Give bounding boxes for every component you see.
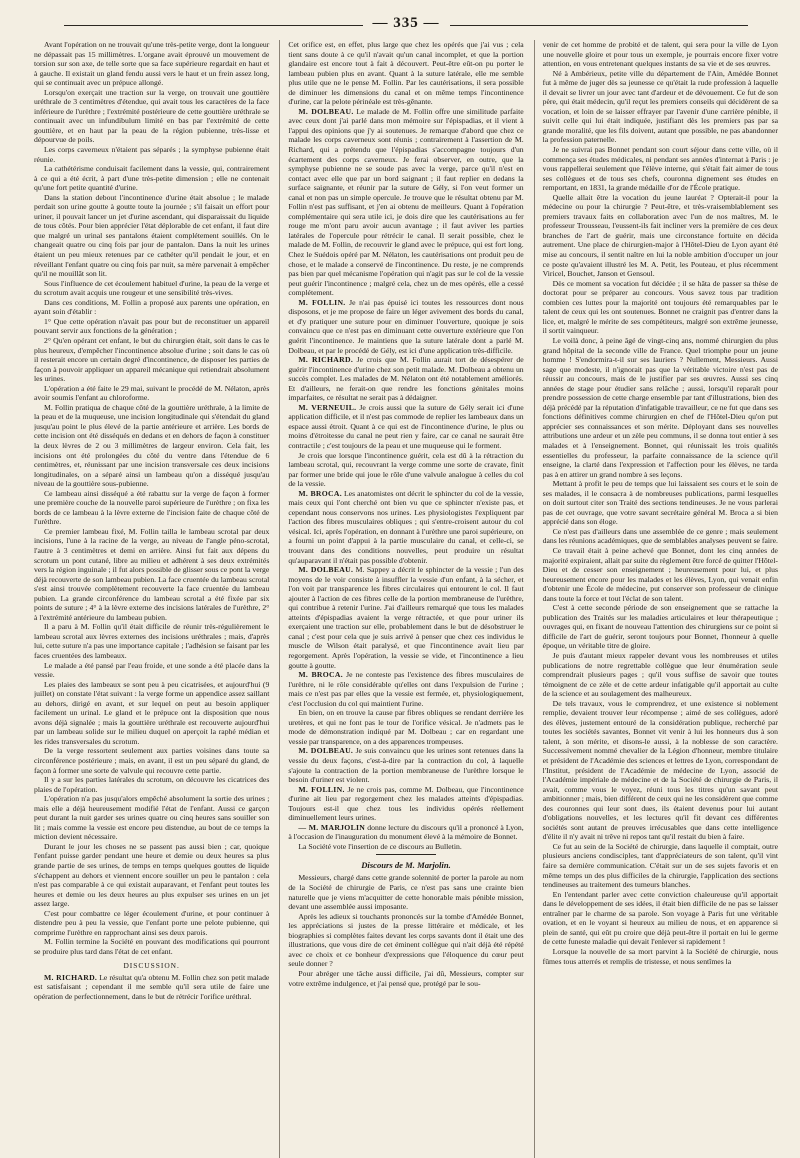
paragraph: Après les adieux si touchants prononcés sur la tombe d'Amédée Bonnet, les appréciations si justes de la presse littéraire et médicale, et les biographies si complètes faites devant les corps savants dont il était une des illustrations, que vous dire de cet éminent collègue qui n'ait déjà été répété avec ce choix et ce bonheur d'expressions que l'éloquence du cœur peut seule donner ?: [288, 911, 524, 969]
paragraph: Je crois que lorsque l'incontinence guérit, cela est dû à la rétraction du lambeau scrotal, qui, recouvrant la verge comme une sorte de cravate, finit par former une bride qui joue le rôle d'une valvule analogue à celles du col de la vessie.: [288, 450, 524, 489]
discussion-entry: [288, 823, 523, 842]
speech-text: Je ne crois pas, comme M. Dolbeau, que l'incontinence d'urine ait lieu par regorgement chez les malades atteints d'épispadias. Toujours est-il que chez tous les individus opérés réellement diminuellement leurs urines.: [288, 784, 524, 823]
discussion-entry: [34, 973, 269, 1002]
paragraph: Ce fut au sein de la Société de chirurgie, dans laquelle il comptait, outre plusieurs anciens condisciples, tant d'appréciateurs de son talent, qu'il vint faire sa dernière communication. C'était sur un de ses sujets favoris et en même temps un des plus difficiles de la chirurgie, l'application des sections tendineuses au traitement des tumeurs blanches.: [542, 841, 778, 890]
discussion-entry: [288, 298, 523, 355]
paragraph: 2° Qu'en opérant cet enfant, le but du chirurgien était, soit dans le cas le plus heureux, d'empêcher l'incontinence absolue d'urine ; soit dans le cas où il resterait encore un certain degré d'incontinence, de disposer les parties de façon à pouvoir appliquer un appareil mécanique qui retiendrait absolument les urines.: [34, 335, 270, 384]
paragraph: M. Follin termine la Société en pouvant des modifications qui pourront se produire plus tard dans l'état de cet enfant.: [34, 937, 270, 956]
discussion-entry: [288, 107, 523, 298]
paragraph: 1° Que cette opération n'avait pas pour but de reconstituer un appareil pouvant servir aux fonctions de la génération ;: [34, 316, 270, 336]
paragraph: Le malade a été pansé par l'eau froide, et une sonde a été placée dans la vessie.: [34, 660, 270, 680]
paragraph: Ce lambeau ainsi disséqué a été rabattu sur la verge de façon à former une première couche de la nouvelle paroi supérieure de l'urèthre ; on fixa les bords de ce lambeau à la lèvre externe de l'incision faite de chaque côté de l'urèthre.: [34, 488, 270, 527]
paragraph: Né à Ambérieux, petite ville du département de l'Ain, Amédée Bonnet fut à même de juger dès sa jeunesse ce qu'était la rude profession à laquelle il devait se livrer un jour avec tant d'ardeur et de dévouement. Ce fut de son père, qui était médecin, qu'il reçut les premiers conseils qui décidèrent de sa vocation, et loin de se laisser effrayer par l'avenir d'une carrière pénible, il suivit celle qui lui était indiquée, justifiant dès les premiers pas par sa grande moralité, que les fils doivent, autant que possible, ne pas abandonner la profession paternelle.: [542, 68, 778, 145]
paragraph: De tels travaux, vous le comprendrez, et une existence si noblement remplie, devaient trouver leur récompense ; aimé de ses collègues, adoré des élèves, justement entouré de la considération publique, recherché par toutes les sociétés savantes, Bonnet vit venir à lui les honneurs dus à son talent, à son mérite, et disons-le aussi, à la noblesse de son caractère. Successivement nommé chevalier de la Légion d'honneur, membre titulaire et président de l'Académie des sciences et lettres de Lyon, correspondant de l'Institut, président de l'Académie de médecine de Lyon, associé de l'Académie impériale de médecine et de la Société de chirurgie de Paris, il avait, comme vous le voyez, réuni tous les titres qu'un savant peut ambitionner ; mais, bien différent de ceux qui ne les considèrent que comme des couronnes qui leur sont dues, ils étaient devenus pour lui autant d'obligations nouvelles, et les lectures qu'il fit devant ces différentes sociétés sont autant de preuves irrécusables que dans cette intelligence d'élite il n'y avait ni trêve ni repos tant qu'il restait du bien à faire.: [542, 698, 778, 842]
speech-text: Les anatomistes ont décrit le sphincter du col de la vessie, mais ceux qui l'ont cherché ont bien vu que ce sphincter n'existe pas, et cependant nous conservons nos urines. Les physiologistes l'expliquent par l'action des fibres musculaires obliques ; qui s'entre-croisent autour du col vésical. Ici, après l'opération, en donnant à l'urèthre une paroi supérieure, on a fourni un point d'appui à la partie musculaire du canal, et celle-ci, se trouvant dans des conditions nouvelles, peut produire un résultat qu'auparavant il n'était pas possible d'obtenir.: [288, 488, 524, 565]
paragraph: Il y a sur les parties latérales du scrotum, on découvre les cicatrices des plaies de l'opération.: [34, 775, 270, 794]
speaker-name: M. FOLLIN.: [298, 784, 345, 794]
title-divider: [376, 854, 436, 855]
paragraph: Je ne suivrai pas Bonnet pendant son court séjour dans cette ville, où il commença ses études médicales, ni pendant ses années d'internat à Paris : je vous rappellerai seulement que l'élève interne, qui s'était fait aimer de tous ses collègues et de tous ses chefs, couronna dignement ses études en remportant, en 1831, la grande médaille d'or de l'École pratique.: [542, 145, 778, 193]
paragraph: Dans la station debout l'incontinence d'urine était absolue ; le malade perdait son urine goutte à goutte toute la journée ; s'il faisait un effort pour uriner, il pouvait lancer un jet d'urine ascendant, qui disparaissait du liquide de tous côtés. Pour bien apprécier l'état déplorable de cet enfant, il faut dire que malgré un urinal ses pantalons étaient complétement souillés. On le changeait quatre ou cinq fois par jour de pantalon. Dans la nuit les urines étaient un peu mieux retenues par ce cathéter qu'il pendait le jour, et en réveillant l'enfant quatre ou cinq fois par nuit, sa mère parvenait à empêcher qu'il ne mouillât son lit.: [34, 192, 270, 279]
paragraph: Durant le jour les choses ne se passent pas aussi bien ; car, quoique l'enfant puisse garder pendant une heure et demie ou deux heures sa plus grande partie de ses urines, de temps en temps quelques gouttes de liquide s'échappent au dehors et viennent encore souiller un peu le pantalon : cela n'est pas comparable à ce qui existait auparavant, et l'enfant peut toutes les heures et demie ou les deux heures au plus expulser ses urines en un jet assez large.: [34, 841, 270, 909]
paragraph: Les plaies des lambeaux se sont peu à peu cicatrisées, et aujourd'hui (9 juillet) on constate l'état suivant : la verge forme un appendice assez saillant au dehors, dirigé en avant, et sur lequel on peut au besoin appliquer facilement un urinal. Le gland et le prépuce ont la disposition que nous avons déjà signalée ; mais la gouttière uréthrale est recouverte aujourd'hui par un lambeau solide sur le milieu duquel on aperçoit la raphé médian et les rides transversales du scrotum.: [34, 679, 270, 746]
paragraph: Je puis d'autant mieux rappeler devant vous les nombreuses et utiles publications de notre regrettable collègue que leur énumération seule comprendrait plusieurs pages ; qu'il vous suffise de savoir que toutes témoignent de ce zèle et de cette ardeur infatigable qu'il apportait au culte de la science et au soulagement des malheureux.: [542, 651, 778, 699]
paragraph: Cet orifice est, en effet, plus large que chez les opérés que j'ai vus ; cela tient sans doute à ce qu'il n'avait qu'un canal incomplet, et que la portion glandaire est encore tout à fait à découvert. Peut-être eût-on pu porter le lambeau pubien plus en avant. Quant à la suture latérale, elle me semble plus utile que ne le pense M. Follin. Par les cautérisations, il sera possible de diminuer les dimensions du canal et on même temps l'incontinence d'urine, car la pelote périnéale est très-gênante.: [288, 40, 524, 107]
paragraph: Dès ce moment sa vocation fut décidée ; il se hâta de passer sa thèse de doctorat pour se préparer au concours. Vous savez tous par tradition combien ces luttes pour la majorité ont toujours été remarquables par le talent de ceux qui les ont soutenues. Bonnet ne craignit pas d'entrer dans la lice, et, malgré le mérite de ses compétiteurs, malgré son extrême jeunesse, il sortit vainqueur.: [542, 278, 778, 336]
speech-text: Je crois que M. Follin aurait tort de désespérer de guérir l'incontinence d'urine chez son petit malade. M. Dolbeau a obtenu un succès complet. Les malades de M. Nélaton ont été notablement améliorés. Et d'ailleurs, ne ferait-on que rendre les fonctions génitales moins imparfaites, ce résultat ne serait pas à dédaigner.: [288, 355, 524, 403]
paragraph: Sous l'influence de cet écoulement habituel d'urine, la peau de la verge et du scrotum avait acquis une rougeur et une sensibilité très-vives.: [34, 278, 270, 298]
paragraph: L'opération a été faite le 29 mai, suivant le procédé de M. Nélaton, après avoir soumis l'enfant au chloroforme.: [34, 383, 270, 403]
paragraph: M. Follin pratiqua de chaque côté de la gouttière uréthrale, à la limite de la peau et de la muqueuse, une incision longitudinale qui s'étendait du gland jusqu'au point le plus élevé de la partie antérieure et arrière. Les bords de cette incision ont été disséqués en dedans et en dehors de façon à constituer la deux lèvres de 2 ou 3 millimètres de largeur environ. Cela fait, les incisions ont été prolongées du côté du ventre dans l'étendue de 6 centimètres, et, réunissant par une incision transversale ces deux incisions longitudinales, on a séparé ainsi un lambeau qu'on a disséqué jusqu'au niveau de la gouttière sous-pubienne.: [34, 402, 270, 489]
discussion-entry: [288, 746, 523, 784]
paragraph: La cathétérisme conduisait facilement dans la vessie, qui, contrairement à ce qui a été écrit, à part d'une très-petite dimension ; elle ne contenait qu'une fort petite quantité d'urine.: [34, 164, 270, 193]
page-number: — 335 —: [363, 15, 450, 32]
running-head: [34, 14, 778, 34]
speech-text: Je suis convaincu que les urines sont retenues dans la vessie du deux façons, c'est-à-dire par la contraction du col, à laquelle s'ajoute la contraction de la portion membraneuse de l'urèthre lorsque le besoin d'uriner est violent.: [288, 746, 524, 785]
paragraph: Le voilà donc, à peine âgé de vingt-cinq ans, nommé chirurgien du plus grand hôpital de la seconde ville de France. Quel triomphe pour un jeune homme ! S'endormira-t-il sur ses lauriers ? Nullement, Messieurs. Aussi sage que modeste, il n'ignorait pas que la véritable victoire n'est pas de réussir au concours, mais de le justifier par ses œuvres. Aussi ses cinq années de stage pour étudier sans relâche ; aussi, lorsqu'il reparaît pour prendre possession de cette charge ensemble par tant d'illustrations, bien des déjà précédé par la réputation d'infatigable travailleur, ce ne fut que dans ses fonctions définitives comme chirurgien en chef de l'Hôtel-Dieu qu'on put apprécier ses connaissances et son mérite. Déployant dans ses nouvelles attributions une ardeur et un zèle peu communs, il se donna tout entier à ses malades et à l'enseignement. Bonnet, qui réunissait les trois qualités essentielles du professeur, la parfaite connaissance de la science qu'il enseigne, la clarté dans l'expression et l'affection pour les élèves, ne tarda pas à en attirer un grand nombre à ses leçons.: [542, 335, 778, 479]
header-rule-left: [64, 25, 364, 26]
paragraph: Pour abréger une tâche aussi difficile, j'ai dû, Messieurs, compter sur votre extrême indulgence, et j'ai pensé que, protégé par le sou-: [288, 968, 524, 988]
speech-text: donne lecture du discours qu'il a prononcé à Lyon, à l'occasion de l'inauguration du monument élevé à la mémoire de Bonnet.: [288, 822, 524, 842]
discussion-entry: [288, 785, 523, 823]
paragraph: Ce travail était à peine achevé que Bonnet, dont les cinq années de majorité expiraient, allait par suite du règlement être forcé de quitter l'Hôtel-Dieu et de cesser son enseignement ; heureusement pour lui, et plus heureusement encore pour les malades et les élèves, Lyon, qui venait enfin d'obtenir une École de médecine, put conserver son professeur de clinique dans toute la force et tout l'éclat de son talent.: [542, 545, 778, 603]
speaker-name: M. RICHARD.: [298, 355, 354, 365]
article-title: Discours de M. Marjolin.: [361, 860, 451, 871]
paragraph: De la verge ressortent seulement aux parties voisines dans toute sa circonférence postérieure ; mais, en avant, il est un peu séparé du gland, de façon à former une sorte de valvule qui recouvre cette partie.: [34, 746, 270, 775]
paragraph: venir de cet homme de probité et de talent, qui sera pour la ville de Lyon une nouvelle gloire et pour tous un exemple, je pourrais encore fixer votre attention, en vous entretenant quelques instants de sa vie et de ses œuvres.: [542, 40, 778, 69]
paragraph: Mettant à profit le peu de temps que lui laissaient ses cours et le soin de ses malades, il le consacra à de nombreuses publications, parmi lesquelles on doit surtout citer son Traité des sections tendineuses. Je ne vous parlerai pas de cet ouvrage, que votre savant secrétaire général M. Broca a si bien apprécié dans son éloge.: [542, 479, 778, 527]
speaker-name: M. BROCA.: [298, 670, 343, 680]
paragraph: Les corps caverneux n'étaient pas séparés ; la symphyse pubienne était réunie.: [34, 145, 270, 164]
header-rule-right: [448, 25, 748, 26]
paragraph: Il a paru à M. Follin qu'il était difficile de réunir très-régulièrement le lambeau scrotal aux lèvres externes des incisions uréthrales ; mais, d'après lui, cette suture n'a pas une importance capitale ; l'adhésion se faisant par les faces cruentées des lambeaux.: [34, 622, 270, 660]
discussion-entry: [288, 403, 523, 451]
speech-text: Le résultat qu'a obtenu M. Follin chez son petit malade est satisfaisant ; cependant il me semble qu'il sera utile de faire une opération de perfectionnement, dans le but de rétrécir l'orifice uréthral.: [34, 972, 270, 1001]
speaker-name: M. DOLBEAU.: [298, 565, 354, 575]
speech-text: Je crois aussi que la suture de Gély serait ici d'une application difficile, et il n'est pas commode de replier les lambeaux dans un espace aussi étroit. Quant à ce qui est de l'incontinence d'urine, le plus ou moins d'étroitesse du canal ne peut rien y faire, car ce canal ne saurait être contractile ; c'est toujours de la peau et une muqueuse qui le forment.: [288, 402, 524, 450]
paragraph: En l'entendant parler avec cette conviction chaleureuse qu'il apportait dans le développement de ses idées, il était bien difficile de ne pas se laisser entraîner par le charme de sa parole. Son voyage à Paris fut une véritable ovation, et en le voyant si heureux au milieu de nous, et en apparence si plein de santé, qui eût pu croire que déjà peut-être il portait en lui le germe de cette funeste maladie qui devait l'enlever si rapidement !: [542, 889, 778, 947]
speaker-name: M. DOLBEAU.: [298, 106, 354, 116]
speaker-name: M. VERNEUIL.: [298, 402, 357, 412]
speaker-name: M. RICHARD.: [44, 972, 98, 982]
speaker-name: M. FOLLIN.: [298, 297, 346, 307]
paragraph: C'est pour combattre ce léger écoulement d'urine, et pour continuer à distendre peu à peu la vessie, que l'enfant porte une pelote pubienne, qui comprime l'urèthre en rapprochant ainsi ses deux parois.: [34, 908, 270, 937]
discussion-entry: [288, 670, 523, 708]
speaker-name: — M. MARJOLIN: [298, 822, 366, 832]
column-1: [34, 40, 269, 1158]
speech-text: Je n'ai pas épuisé ici toutes les ressources dont nous disposons, et je me propose de faire un léger avivement des bords du canal, et d'y pratiquer une suture pour en diminuer l'ouverture, quoique je sois convaincu que ce n'est pas en diminuant cette ouverture extérieure que l'on guérit l'incontinence. Je maintiens que la suture latérale dont a parlé M. Dolbeau, et par le procédé de Gély, est ici d'une application très-difficile.: [288, 297, 524, 355]
speech-text: Le malade de M. Follin offre une similitude parfaite avec ceux dont j'ai parlé dans mon mémoire sur l'épispadias, et il vient à l'appui des opinions que j'y ai soutenues. Je remarque d'abord que chez ce malade les corps caverneux sont réunis ; contrairement à l'assertion de M. Richard, qui a prétendu que l'épispadias s'accompagne toujours d'un écartement des corps caverneux. Je ferai observer, en outre, que la symphyse pubienne ne se soude pas avec la verge, parce qu'il n'est en contact avec elle que par un bord saignant ; il faut replier en dedans la surface saignante, et réunir par la suture de Gély, si l'on veut former un canal et non pas un simple opercule. Je trouve que le résultat obtenu par M. Follin n'est pas suffisant, et j'en ai obtenu de meilleurs. Quant à l'opération complémentaire qui sera utile ici, je dois dire que les cautérisations au fer rouge me m'ont paru avoir aucun avantage ; il faut aviver les parties latérales de l'opercule pour rétrécir le canal. Il serait possible, chez le malade de M. Follin, de recouvrir le gland avec le prépuce, qui est fort long. Chez le Suédois opéré par M. Nélaton, les cautérisations ont produit peu de chose, et le malade a conservé de l'incontinence. Du reste, je ne comprends pas bien par quel mécanisme l'opération qui n'agit pas sur le col de la vessie peut guérir l'incontinence ; malgré cela, chez un de mes opérés, elle a cessé complétement.: [288, 106, 524, 298]
paragraph: Quelle allait être la vocation du jeune lauréat ? Opterait-il pour la médecine ou pour la chirurgie ? Peut-être, et très-vraisemblablement ses premiers travaux faits en collaboration avec l'un de nos maîtres, M. le professeur Trousseau, l'eussent-ils fait incliner vers la première de ces deux branches de l'art de guérir, mais une circonstance fortuite en décida autrement. Une place de chirurgien-major à l'Hôtel-Dieu de Lyon ayant été mise au concours, il sentit naître en lui la noble ambition d'occuper un jour ce poste qu'avaient illustré les M. A. Petit, les Pouteau, et plus récemment Viricel, Bouchet, Janson et Gensoul.: [542, 192, 778, 279]
speaker-name: M. DOLBEAU.: [298, 746, 354, 756]
paragraph: Lorsque la nouvelle de sa mort parvint à la Société de chirurgie, nous fûmes tous atterrés et remplis de tristesse, et nous sentîmes la: [542, 946, 778, 966]
paragraph: C'est à cette seconde période de son enseignement que se rattache la publication des Traités sur les maladies articulaires et leur thérapeutique ; ouvrages qui, en fixant de nouveau l'attention des chirurgiens sur ce point si difficile de l'art de guérir, seront toujours pour Bonnet, l'honneur à quelle époque, un véritable titre de gloire.: [542, 603, 778, 651]
paragraph: La Société vote l'insertion de ce discours au Bulletin.: [298, 841, 462, 851]
discussion-entry: [288, 355, 523, 403]
discussion-heading: DISCUSSION.: [123, 960, 180, 970]
discussion-entry: [288, 565, 523, 670]
speech-text: Je ne conteste pas l'existence des fibres musculaires de l'urèthre, ni le rôle considérable qu'elles ont dans l'expulsion de l'urine ; mais ce n'est pas par elles que la vessie est fermée, et, physiologiquement, c'est l'occlusion du col qui maintient l'urine.: [288, 670, 524, 708]
paragraph: Avant l'opération on ne trouvait qu'une très-petite verge, dont la longueur ne dépassait pas 15 millimètres. L'organe avait éprouvé un mouvement de torsion sur son axe, de telle sorte que sa face supérieure regardait en haut et à gauche. Il existait un gland fendu aussi vers le haut et un frein assez long, qui se continuait avec un prépuce allongé.: [34, 40, 270, 88]
paragraph: Lorsqu'on exerçait une traction sur la verge, on trouvait une gouttière uréthrale de 3 centimètres d'étendue, qui avait tous les caractères de la face inférieure de l'urèthre ; l'extrémité postérieure de cette gouttière uréthrale se continuait avec un infundibulum limité en bas par l'extrémité de cette gouttière, et en haut par la peau de la région pubienne, très-lisse et dépourvue de poils.: [34, 87, 270, 145]
speaker-name: M. BROCA.: [298, 488, 342, 498]
paragraph: En bien, on en trouve la cause par fibres obliques se rendant derrière les uretères, et qui ne font pas le tour de l'orifice vésical. Je n'admets pas le mode de démonstration indiqué par M. Dolbeau ; car en regardant une vessie par transparence, on a des apparences trompeuses.: [288, 708, 524, 746]
paragraph: Ce premier lambeau fixé, M. Follin tailla le lambeau scrotal par deux incisions, l'une à la racine de la verge, au niveau de l'angle péno-scrotal, l'autre à 3 centimètres et demi en arrière. Ainsi fut fait aux dépens du scrotum un pont cutané, libre au milieu et adhérent à ses deux extrémités vers la région inguinale ; il fut alors possible de glisser sous ce pont la verge déjà recouverte de son lambeau pubien. La face cruentée du lambeau scrotal s'est ainsi trouvée complètement recouverte la face cruentée du lambeau pubien. La grande circonférence du lambeau scrotal a été fixée par six points de suture ; 4° à la lèvre externe des incisions latérales de l'urèthre, 2° à l'extrémité antérieure du lambeau pubien.: [34, 526, 270, 622]
column-3: [534, 40, 778, 1158]
paragraph: Messieurs, chargé dans cette grande solennité de porter la parole au nom de la Société de chirurgie de Paris, ce n'est pas sans une crainte bien naturelle que je viens m'acquitter de cette honorable mais pénible mission, devant une assemblée aussi imposante.: [288, 873, 524, 912]
paragraph: L'opération n'a pas jusqu'alors empêché absolument la sortie des urines ; mais elle a déjà heureusement modifié l'état de l'enfant. Aussi ce garçon peut durant la nuit garder ses urines quatre ou cinq heures sans souiller son lit ; mais comme la vessie est encore peu distendue, au bout de ce temps la miction devient nécessaire.: [34, 794, 270, 842]
paragraph: Dans ces conditions, M. Follin a proposé aux parents une opération, en ayant soin d'établir :: [34, 297, 270, 317]
text-columns: [34, 40, 778, 1158]
column-2: [279, 40, 523, 1158]
paragraph: Ce n'est pas d'ailleurs dans une assemblée de ce genre ; mais seulement dans les réunions académiques, que de semblables analyses peuvent se faire.: [542, 526, 778, 546]
speech-text: M. Sappey a décrit le sphincter de la vessie ; l'un des moyens de le voir consiste à insuffler la vessie d'un enfant, à la sécher, et l'on voit par transparence les fibres circulaires qui entourent le col. Il faut ajouter à l'action de ces fibres celle de la portion membraneuse de l'urèthre, qui contribue à retenir l'urine. J'ai d'ailleurs remarqué que tous les malades atteints d'épispadias avaient la verge rétractée, et que pour uriner ils exerçaient une traction sur elle, probablement dans le but de désobstruer le canal ; c'est pour cela que je suis arrivé à penser que chez ces individus le muscle de Wilson était paralysé, et que l'incontinence avait lieu par regorgement. Après l'opération, la vessie se vide, et l'incontinence a lieu goutte à goutte.: [288, 565, 524, 670]
discussion-entry: [288, 489, 523, 565]
